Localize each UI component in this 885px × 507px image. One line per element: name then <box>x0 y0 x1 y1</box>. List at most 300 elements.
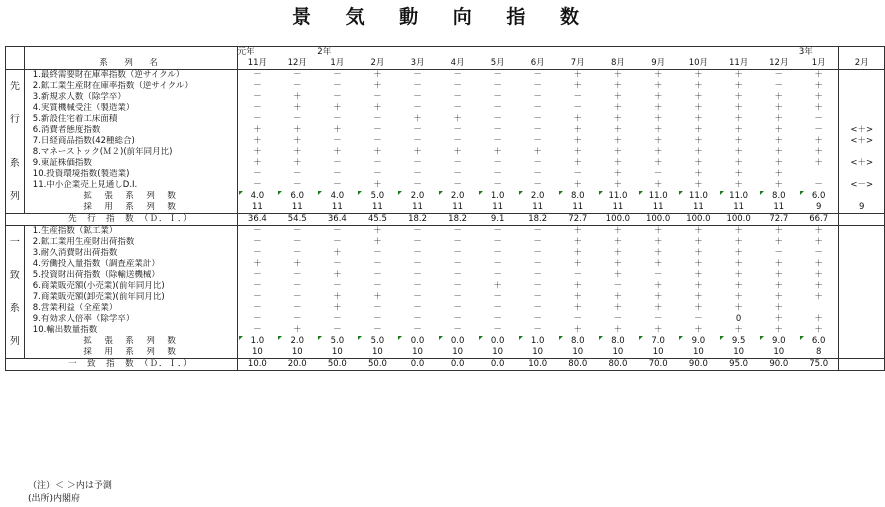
signal-cell: ＋ <box>292 158 302 168</box>
signal-cell: － <box>333 259 342 269</box>
signal-cell: ＋ <box>373 180 382 190</box>
signal-cell: － <box>493 169 502 179</box>
signal-cell: ＋ <box>333 292 342 302</box>
signal-cell: ＋ <box>653 292 663 302</box>
corner-marker <box>358 336 362 340</box>
signal-cell: ＋ <box>694 325 703 335</box>
signal-cell: ＋ <box>719 70 759 82</box>
signal-cell: － <box>453 259 462 269</box>
signal-cell: ＋ <box>613 81 623 91</box>
signal-cell: ＋ <box>413 147 422 157</box>
di-value-cell: 0.0 <box>478 359 518 371</box>
signal-cell: ＋ <box>558 226 598 238</box>
signal-cell: ＋ <box>333 125 342 135</box>
signal-cell: ＋ <box>774 314 784 324</box>
signal-cell: － <box>292 169 302 179</box>
signal-cell: － <box>253 81 262 91</box>
signal-cell: － <box>453 136 462 146</box>
signal-cell: ＋ <box>573 147 583 157</box>
di-value-cell: 0.0 <box>397 359 437 371</box>
signal-cell: ＋ <box>292 259 302 269</box>
signal-cell: ＋ <box>558 70 598 82</box>
leading-category-cell <box>6 136 25 147</box>
signal-cell: － <box>453 281 462 291</box>
signal-cell: <＋> <box>839 125 885 136</box>
signal-cell: ＋ <box>653 303 663 313</box>
corner-marker <box>679 336 683 340</box>
signal-cell: － <box>493 259 502 269</box>
extended-count-value: 9.0 <box>691 336 706 346</box>
corner-marker <box>318 191 322 195</box>
signal-cell: － <box>413 248 422 258</box>
signal-cell: － <box>774 81 784 91</box>
signal-cell: － <box>333 81 342 91</box>
month-header: 8月 <box>598 58 638 70</box>
signal-cell: ＋ <box>694 158 703 168</box>
corner-marker <box>398 336 402 340</box>
corner-marker <box>760 336 764 340</box>
signal-cell: － <box>774 248 784 258</box>
corner-marker <box>278 191 282 195</box>
extended-count-cell <box>839 191 885 202</box>
signal-cell: － <box>373 125 382 135</box>
corner-marker <box>439 336 443 340</box>
signal-cell: ＋ <box>573 237 583 247</box>
adopted-count-cell: 11 <box>372 202 383 212</box>
leading-category-char: 系 <box>6 158 25 169</box>
signal-cell: ＋ <box>774 125 784 135</box>
signal-cell: ＋ <box>413 114 422 124</box>
extended-count-value: 0.0 <box>450 336 465 346</box>
extended-count-value: 1.0 <box>530 336 545 346</box>
signal-cell: ＋ <box>734 81 743 91</box>
coincident-category-cell <box>6 292 25 303</box>
adopted-count-cell: 10 <box>733 347 745 357</box>
signal-cell: － <box>373 325 382 335</box>
series-name-header: 系 列 名 <box>24 58 237 70</box>
month-header: 3月 <box>397 58 437 70</box>
signal-cell: － <box>373 169 382 179</box>
signal-cell: － <box>253 281 262 291</box>
signal-cell <box>839 248 885 259</box>
extended-count-value: 5.0 <box>370 336 385 346</box>
signal-cell: ＋ <box>573 125 583 135</box>
signal-cell: － <box>478 70 518 82</box>
coincident-adopted-row <box>6 347 885 359</box>
coincident-di-row <box>6 359 885 371</box>
signal-cell: － <box>253 270 262 280</box>
signal-cell: ＋ <box>333 147 342 157</box>
leading-category-cell <box>6 147 25 158</box>
signal-cell: ＋ <box>653 114 663 124</box>
di-label: 先 行 指 数 （Ｄ．Ｉ．） <box>24 214 237 226</box>
signal-cell: － <box>413 92 422 102</box>
signal-cell: － <box>493 114 502 124</box>
signal-cell: － <box>413 270 422 280</box>
signal-cell: － <box>413 125 422 135</box>
signal-cell: － <box>533 237 542 247</box>
signal-cell: － <box>317 226 357 238</box>
signal-cell: ＋ <box>814 237 823 247</box>
signal-cell: － <box>373 314 382 324</box>
signal-cell: ＋ <box>734 136 743 146</box>
corner-marker <box>519 191 523 195</box>
signal-cell: ＋ <box>678 70 718 82</box>
di-value-cell: 10.0 <box>518 359 558 371</box>
extended-count-value: 1.0 <box>490 191 505 201</box>
coincident-series-row <box>6 270 885 281</box>
adopted-count-cell: 11 <box>733 202 745 212</box>
signal-cell: － <box>373 270 382 280</box>
signal-cell: ＋ <box>814 281 823 291</box>
signal-cell <box>839 270 885 281</box>
signal-cell <box>839 70 885 82</box>
di-row-corner <box>6 359 25 371</box>
signal-cell: － <box>533 248 542 258</box>
extended-count-cell <box>277 336 317 347</box>
adopted-count-cell: 11 <box>612 202 624 212</box>
di-value-cell: 0.0 <box>438 359 478 371</box>
di-value-cell: 72.7 <box>558 214 598 226</box>
di-value-cell: 100.0 <box>598 214 638 226</box>
signal-cell: ＋ <box>613 303 623 313</box>
extended-count-cell <box>438 336 478 347</box>
adopted-count-cell: 10 <box>773 347 785 357</box>
corner-marker <box>239 191 243 195</box>
signal-cell: － <box>533 314 542 324</box>
adopted-series-label: 採 用 系 列 数 <box>24 347 237 359</box>
signal-cell: － <box>653 169 663 179</box>
signal-cell: ＋ <box>814 103 823 113</box>
extended-series-label: 拡 張 系 列 数 <box>24 336 237 347</box>
signal-cell <box>839 147 885 158</box>
leading-category-cell <box>6 180 25 191</box>
signal-cell: ＋ <box>774 259 784 269</box>
signal-cell: ＋ <box>613 147 623 157</box>
signal-cell: ＋ <box>357 70 397 82</box>
coincident-series-row <box>6 226 885 238</box>
series-label: 6.商業販売額(小売業)(前年同月比) <box>24 281 237 292</box>
signal-cell <box>839 226 885 238</box>
signal-cell: － <box>694 314 703 324</box>
header-year-blank <box>598 47 638 59</box>
signal-cell: － <box>533 92 542 102</box>
signal-cell: － <box>333 136 342 146</box>
signal-cell: － <box>413 81 422 91</box>
corner-marker <box>599 336 603 340</box>
series-label: 1.最終需要財在庫率指数（逆サイクル） <box>24 70 237 82</box>
signal-cell: <＋> <box>839 158 885 169</box>
signal-cell <box>839 169 885 180</box>
corner-marker <box>720 191 724 195</box>
signal-cell: － <box>413 180 422 190</box>
signal-cell: ＋ <box>774 292 784 302</box>
extended-count-value: 8.0 <box>571 336 585 346</box>
di-value-cell: 18.2 <box>518 214 558 226</box>
signal-cell <box>839 314 885 325</box>
signal-cell: － <box>573 169 583 179</box>
signal-cell <box>839 292 885 303</box>
signal-cell: ＋ <box>573 158 583 168</box>
signal-cell: ＋ <box>653 248 663 258</box>
signal-cell: － <box>253 303 262 313</box>
adopted-count-cell: 9 <box>815 202 822 212</box>
adopted-count-cell: 11 <box>251 202 263 212</box>
signal-cell: － <box>533 114 542 124</box>
signal-cell: － <box>413 169 422 179</box>
month-header: 10月 <box>678 58 718 70</box>
signal-cell: ＋ <box>774 325 784 335</box>
signal-cell: － <box>292 292 302 302</box>
signal-cell: － <box>453 270 462 280</box>
signal-cell: ＋ <box>774 114 784 124</box>
signal-cell: － <box>333 169 342 179</box>
signal-cell: － <box>253 237 262 247</box>
leading-category-cell <box>6 70 25 82</box>
header-year-blank <box>719 47 759 59</box>
adopted-count-cell: 10 <box>572 347 584 357</box>
adopted-count-cell: 11 <box>692 202 704 212</box>
extended-count-cell <box>397 191 437 202</box>
series-label: 9.有効求人倍率（除学卒） <box>24 314 237 325</box>
signal-cell: － <box>453 92 462 102</box>
leading-extended-row <box>6 191 885 202</box>
month-header: 2月 <box>839 58 885 70</box>
signal-cell: － <box>253 325 262 335</box>
leading-category-cell <box>6 202 25 214</box>
header-year-row <box>6 47 885 59</box>
coincident-series-row <box>6 259 885 270</box>
signal-cell: － <box>493 325 502 335</box>
adopted-count-cell <box>839 347 885 359</box>
signal-cell: ＋ <box>573 180 583 190</box>
signal-cell: － <box>453 158 462 168</box>
extended-count-value: 8.0 <box>571 191 585 201</box>
adopted-count-cell: 11 <box>331 202 343 212</box>
signal-cell: ＋ <box>573 136 583 146</box>
header-year-blank <box>558 47 598 59</box>
extended-count-cell <box>598 336 638 347</box>
signal-cell: － <box>493 103 502 113</box>
adopted-series-label: 採 用 系 列 数 <box>24 202 237 214</box>
signal-cell: ＋ <box>774 270 784 280</box>
signal-cell: － <box>333 92 342 102</box>
extended-count-value: 6.0 <box>290 191 304 201</box>
extended-count-value: 5.0 <box>370 191 385 201</box>
signal-cell: ＋ <box>638 70 678 82</box>
signal-cell: ＋ <box>814 92 823 102</box>
leading-series-row <box>6 81 885 92</box>
leading-series-row <box>6 180 885 191</box>
header-year-blank <box>277 47 317 59</box>
signal-cell: － <box>292 81 302 91</box>
signal-cell: <＋> <box>839 136 885 147</box>
signal-cell: － <box>413 325 422 335</box>
leading-category-char: 先 <box>6 81 25 92</box>
adopted-count-cell: 11 <box>532 202 544 212</box>
di-value-cell: 100.0 <box>678 214 718 226</box>
signal-cell: ＋ <box>774 136 784 146</box>
signal-cell <box>839 325 885 336</box>
signal-cell: － <box>533 259 542 269</box>
signal-cell: － <box>493 136 502 146</box>
di-label: 一 致 指 数 （Ｄ．Ｉ．） <box>24 359 237 371</box>
extended-count-value: 11.0 <box>688 191 708 201</box>
header-year-blank <box>438 47 478 59</box>
signal-cell: － <box>373 259 382 269</box>
series-label: 2.鉱工業生産財在庫率指数（逆サイクル） <box>24 81 237 92</box>
signal-cell: ＋ <box>653 125 663 135</box>
signal-cell: ＋ <box>533 147 542 157</box>
signal-cell: ＋ <box>653 180 663 190</box>
signal-cell: － <box>277 226 317 238</box>
series-label: 8.マネーストック(Ｍ２)(前年同月比) <box>24 147 237 158</box>
extended-count-cell <box>357 191 397 202</box>
signal-cell: ＋ <box>613 92 623 102</box>
corner-marker <box>559 191 563 195</box>
di-value-cell: 50.0 <box>317 359 357 371</box>
series-label: 2.鉱工業用生産財出荷指数 <box>24 237 237 248</box>
corner-marker <box>439 191 443 195</box>
signal-cell: － <box>453 325 462 335</box>
signal-cell: ＋ <box>653 81 663 91</box>
adopted-count-cell: 10 <box>291 347 303 357</box>
signal-cell: ＋ <box>613 136 623 146</box>
signal-cell: － <box>237 70 277 82</box>
header-year-blank <box>839 47 885 59</box>
header-year-blank <box>478 47 518 59</box>
coincident-category-char: 一 <box>6 237 25 248</box>
signal-cell: － <box>253 314 262 324</box>
extended-count-cell <box>277 191 317 202</box>
signal-cell: － <box>333 114 342 124</box>
signal-cell: ＋ <box>814 81 823 91</box>
adopted-count-cell: 11 <box>492 202 504 212</box>
signal-cell: ＋ <box>814 314 823 324</box>
di-value-cell: 36.4 <box>317 214 357 226</box>
signal-cell: － <box>533 270 542 280</box>
di-value-cell: 18.2 <box>397 214 437 226</box>
signal-cell: ＋ <box>653 103 663 113</box>
signal-cell: ＋ <box>373 292 382 302</box>
adopted-count-cell: 10 <box>652 347 664 357</box>
signal-cell: － <box>493 81 502 91</box>
signal-cell: ＋ <box>759 226 799 238</box>
signal-cell: ＋ <box>573 292 583 302</box>
leading-series-row <box>6 92 885 103</box>
leading-category-char: 列 <box>6 191 25 202</box>
signal-cell: ＋ <box>774 103 784 113</box>
adopted-count-cell: 11 <box>652 202 664 212</box>
series-label: 10.投資環境指数(製造業) <box>24 169 237 180</box>
di-value-cell: 36.4 <box>237 214 277 226</box>
leading-category-char: 行 <box>6 114 25 125</box>
signal-cell: ＋ <box>799 70 839 82</box>
signal-cell: － <box>292 180 302 190</box>
signal-cell: ＋ <box>814 292 823 302</box>
signal-cell: ＋ <box>814 147 823 157</box>
signal-cell <box>839 92 885 103</box>
signal-cell: ＋ <box>814 259 823 269</box>
signal-cell: ＋ <box>253 158 262 168</box>
signal-cell <box>839 103 885 114</box>
signal-cell: － <box>373 114 382 124</box>
extended-series-label: 拡 張 系 列 数 <box>24 191 237 202</box>
series-label: 1.生産指数（鉱工業） <box>24 226 237 238</box>
extended-count-value: 11.0 <box>608 191 628 201</box>
header-month-row <box>6 58 885 70</box>
coincident-category-cell <box>6 226 25 238</box>
signal-cell: ＋ <box>694 237 703 247</box>
signal-cell: ＋ <box>573 259 583 269</box>
leading-category-cell <box>6 169 25 180</box>
signal-cell: － <box>518 70 558 82</box>
signal-cell: － <box>573 314 583 324</box>
signal-cell <box>799 169 839 180</box>
extended-count-value: 1.0 <box>250 336 265 346</box>
signal-cell: ＋ <box>814 136 823 146</box>
extended-count-cell <box>719 336 759 347</box>
extended-count-value: 0.0 <box>490 336 505 346</box>
di-value-cell: 80.0 <box>598 359 638 371</box>
corner-marker <box>479 191 483 195</box>
di-value-cell: 70.0 <box>638 359 678 371</box>
signal-cell: ＋ <box>613 248 623 258</box>
extended-count-value: 6.0 <box>811 191 826 201</box>
signal-cell: ＋ <box>613 325 623 335</box>
signal-cell: － <box>533 180 542 190</box>
signal-cell: － <box>533 169 542 179</box>
signal-cell: ＋ <box>653 147 663 157</box>
signal-cell: － <box>453 292 462 302</box>
signal-cell: ＋ <box>814 270 823 280</box>
signal-cell: ＋ <box>638 226 678 238</box>
signal-cell: ＋ <box>453 114 462 124</box>
signal-cell: － <box>413 237 422 247</box>
signal-cell: － <box>253 169 262 179</box>
signal-cell: ＋ <box>253 136 262 146</box>
extended-count-cell <box>397 336 437 347</box>
di-value-cell: 54.5 <box>277 214 317 226</box>
signal-cell: ＋ <box>613 180 623 190</box>
signal-cell: ＋ <box>694 248 703 258</box>
extended-count-value: 4.0 <box>250 191 265 201</box>
signal-cell: － <box>253 248 262 258</box>
signal-cell: － <box>453 237 462 247</box>
extended-count-value: 6.0 <box>811 336 826 346</box>
signal-cell: － <box>759 70 799 82</box>
signal-cell: － <box>413 103 422 113</box>
series-label: 4.労働投入量指数（調査産業計） <box>24 259 237 270</box>
signal-cell: － <box>333 281 342 291</box>
di-value-cell: 18.2 <box>438 214 478 226</box>
leading-series-row <box>6 147 885 158</box>
signal-cell: － <box>478 226 518 238</box>
signal-cell: － <box>533 303 542 313</box>
extended-count-cell <box>478 336 518 347</box>
leading-series-row <box>6 70 885 82</box>
series-label: 6.消費者態度指数 <box>24 125 237 136</box>
di-value-cell: 80.0 <box>558 359 598 371</box>
signal-cell: ＋ <box>292 147 302 157</box>
signal-cell: ＋ <box>734 303 743 313</box>
extended-count-cell <box>638 191 678 202</box>
signal-cell: － <box>413 314 422 324</box>
signal-cell: ＋ <box>774 303 784 313</box>
series-label: 5.投資財出荷指数（除輸送機械） <box>24 270 237 281</box>
header-year-blank <box>397 47 437 59</box>
signal-cell: － <box>453 103 462 113</box>
